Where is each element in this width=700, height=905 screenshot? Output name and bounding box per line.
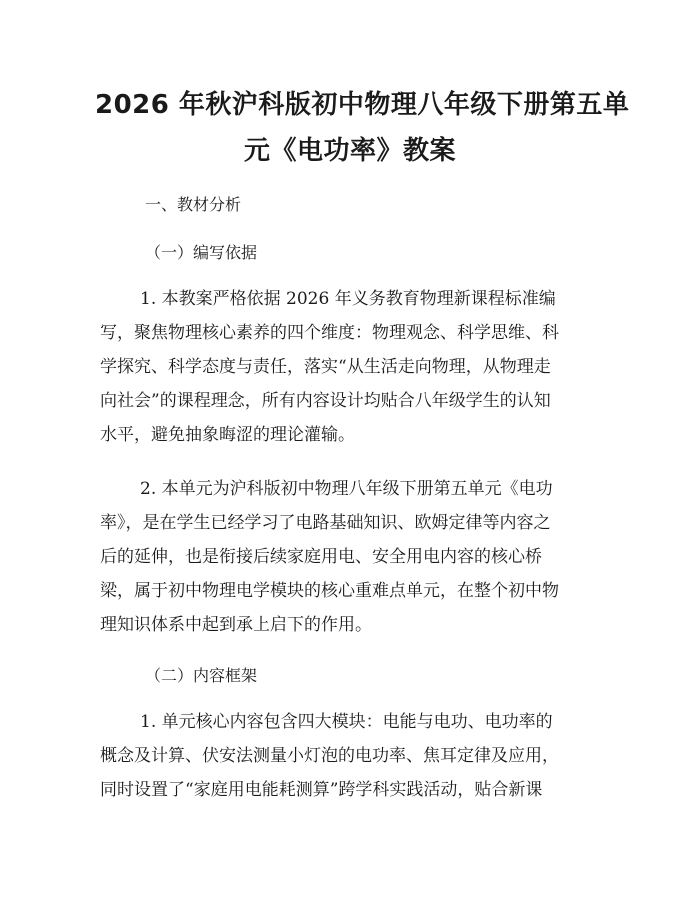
paragraph-line: 同时设置了“家庭用电能耗测算”跨学科实践活动，贴合新课 bbox=[100, 780, 543, 800]
subsection-heading-content-framework: （二）内容框架 bbox=[145, 666, 258, 685]
paragraph-basis-2 bbox=[100, 472, 605, 642]
paragraph-line: 水平，避免抽象晦涩的理论灌输。 bbox=[100, 425, 355, 445]
paragraph-line: 理知识体系中起到承上启下的作用。 bbox=[100, 615, 372, 635]
paragraph-line: 概念及计算、伏安法测量小灯泡的电功率、焦耳定律及应用， bbox=[100, 746, 559, 766]
title-line-1: 2026 年秋沪科版初中物理八年级下册第五单 bbox=[95, 90, 630, 120]
subsection-heading-basis: （一）编写依据 bbox=[145, 243, 258, 262]
title-line-2: 元《电功率》教案 bbox=[243, 136, 456, 166]
paragraph-line: 写，聚焦物理核心素养的四个维度：物理观念、科学思维、科 bbox=[100, 323, 559, 343]
paragraph-framework-1 bbox=[100, 705, 605, 807]
paragraph-line: 后的延伸，也是衔接后续家庭用电、安全用电内容的核心桥 bbox=[100, 547, 542, 567]
paragraph-line: 2. 本单元为沪科版初中物理八年级下册第五单元《电功 bbox=[140, 479, 553, 499]
section-heading-textbook-analysis: 一、教材分析 bbox=[145, 195, 242, 214]
paragraph-line: 1. 本教案严格依据 2026 年义务教育物理新课程标准编 bbox=[140, 289, 556, 309]
paragraph-line: 率》，是在学生已经学习了电路基础知识、欧姆定律等内容之 bbox=[100, 513, 551, 533]
paragraph-line: 向社会”的课程理念，所有内容设计均贴合八年级学生的认知 bbox=[100, 391, 551, 411]
paragraph-line: 学探究、科学态度与责任，落实“从生活走向物理，从物理走 bbox=[100, 357, 551, 377]
paragraph-line: 梁，属于初中物理电学模块的核心重难点单元，在整个初中物 bbox=[100, 581, 559, 601]
paragraph-line: 1. 单元核心内容包含四大模块：电能与电功、电功率的 bbox=[140, 712, 553, 732]
paragraph-basis-1 bbox=[100, 282, 605, 452]
document-title bbox=[95, 82, 630, 174]
